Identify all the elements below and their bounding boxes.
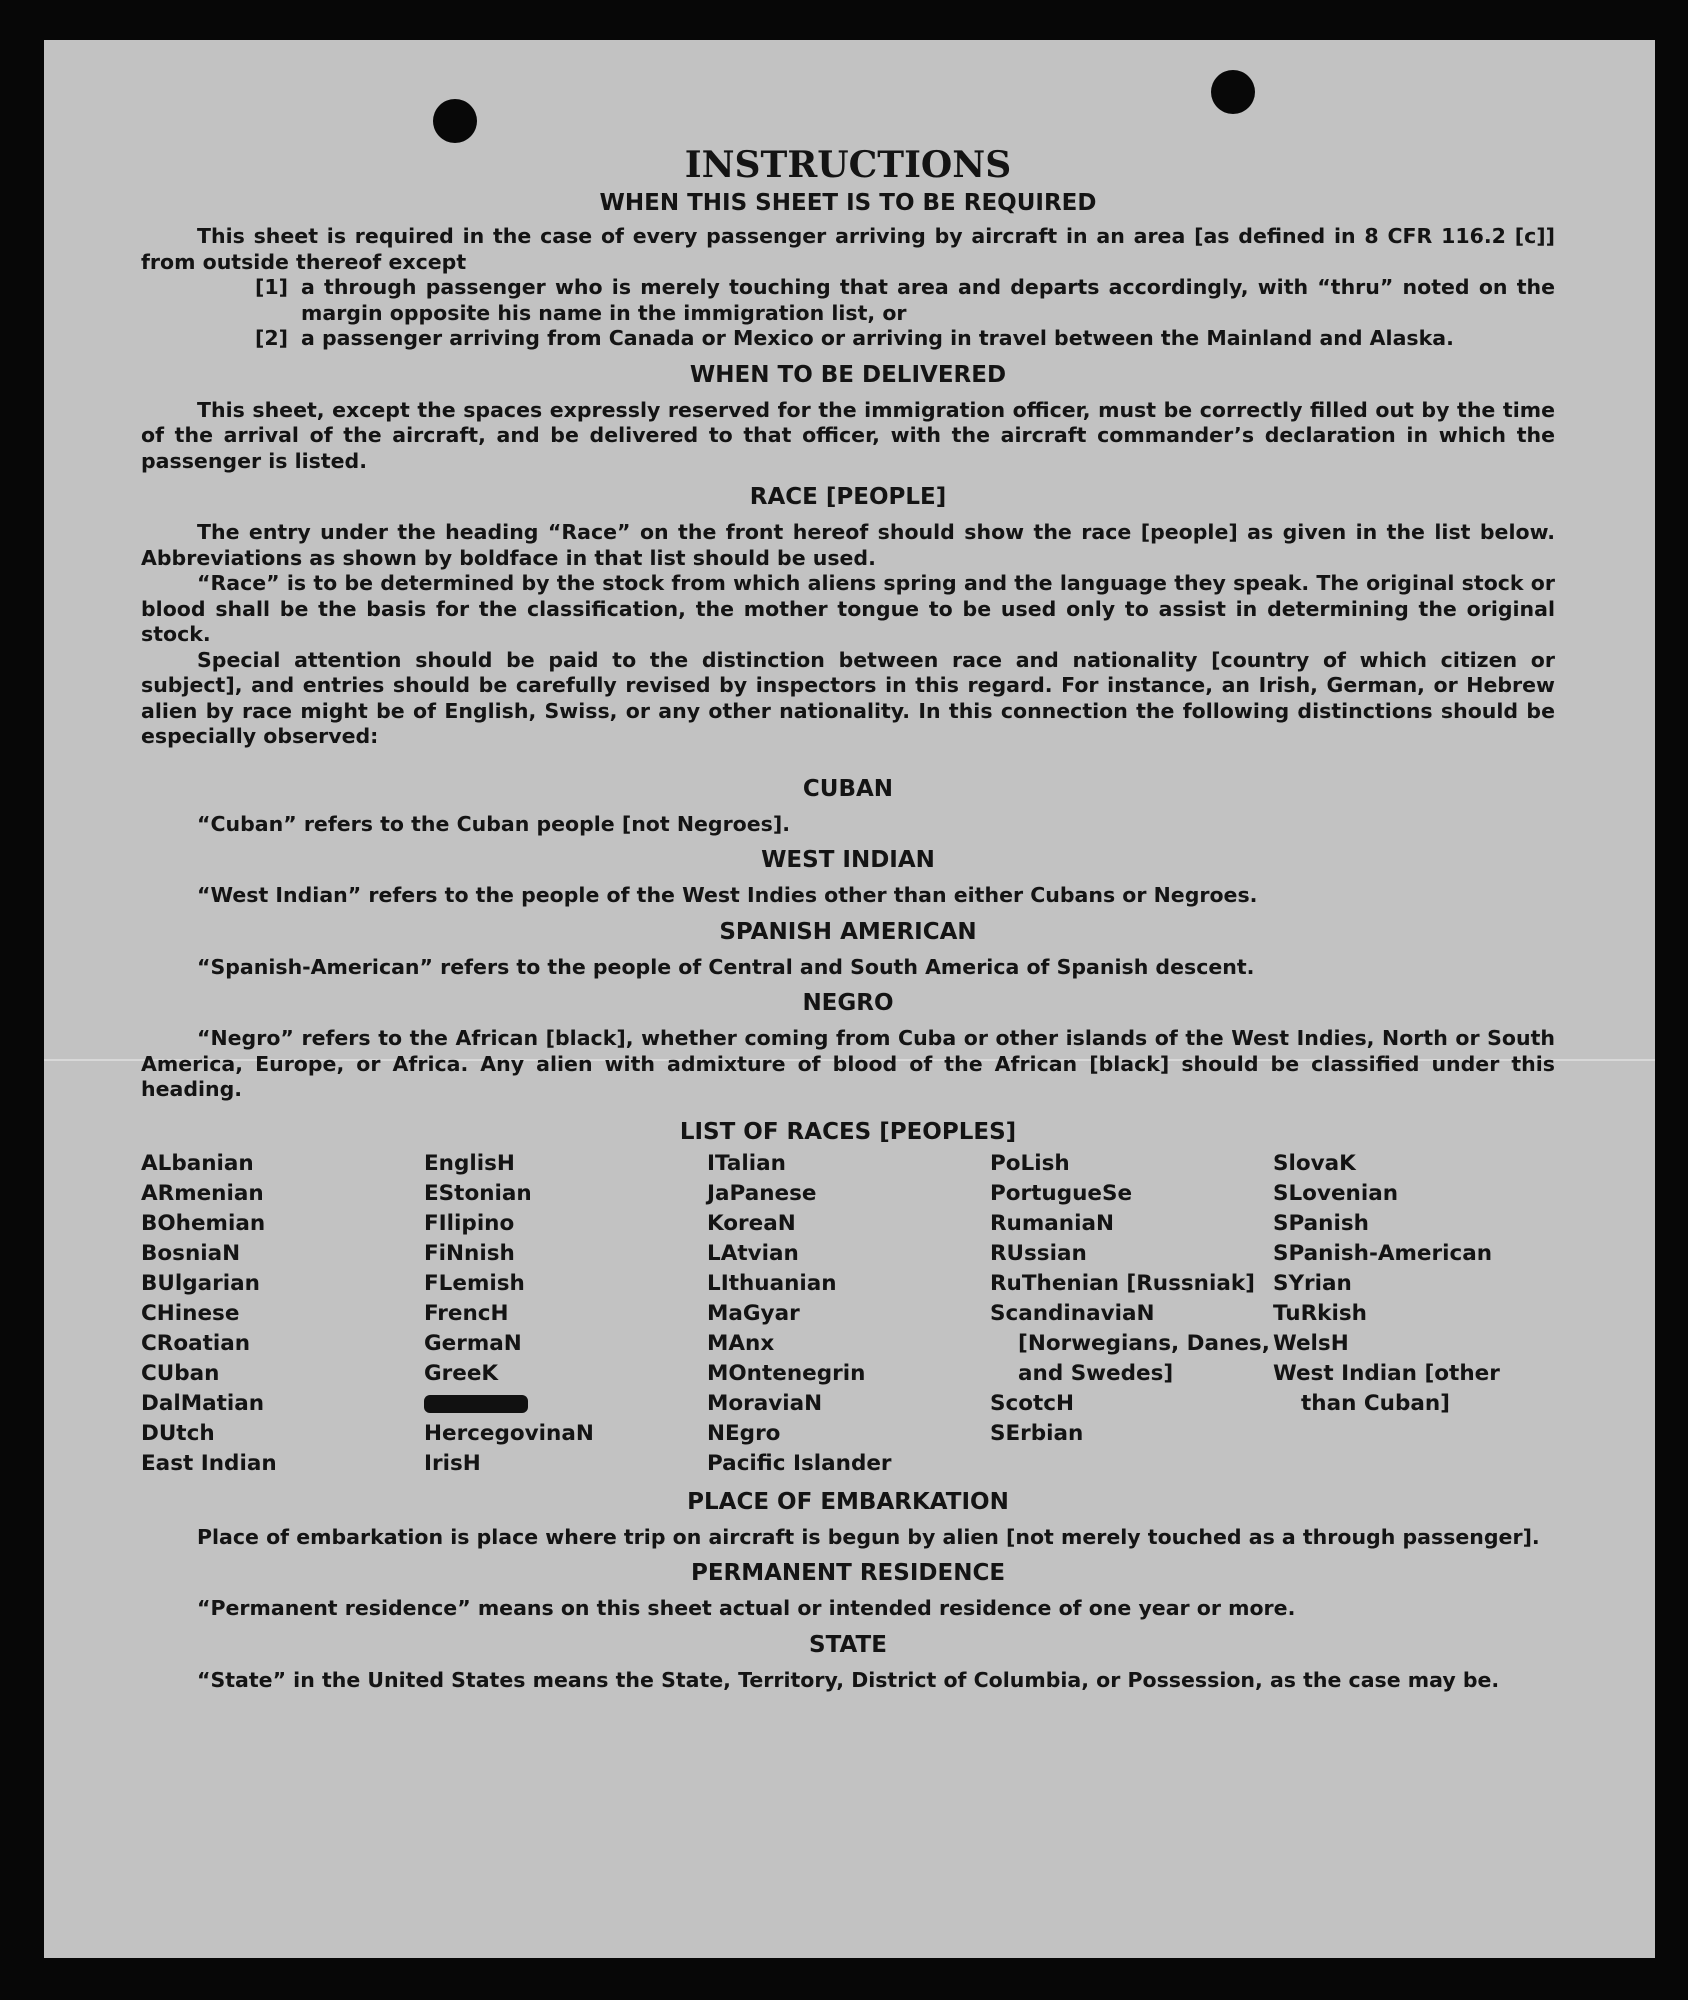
races-heading: LIST OF RACES [PEOPLES] [679, 1118, 1017, 1145]
race-entry: RUssian [990, 1240, 1087, 1266]
list-item [255, 275, 1555, 326]
section-heading: CUBAN [802, 775, 894, 802]
race-entry: SLovenian [1273, 1180, 1399, 1206]
race-entry: SErbian [990, 1420, 1084, 1446]
section-paragraph: Place of embarkation is place where trip on aircraft is begun by alien [not merely touched as a through passenger]. [197, 1524, 1540, 1549]
page-content [141, 142, 1555, 1693]
race-entry: SPanish [1273, 1210, 1369, 1236]
punch-hole [1211, 70, 1255, 114]
list-item-text: a through passenger who is merely touching that area and departs accordingly, with “thru” noted on the margin opposite his name in the immigration list, or [301, 275, 1555, 325]
section-paragraph: “Race” is to be determined by the stock from which aliens spring and the language they speak. The original stock or blood shall be the basis for the classification, the mother tongue to be used only to assist in determining the original stock. [141, 571, 1555, 646]
race-entry: GermaN [424, 1330, 522, 1356]
races-list [141, 1149, 1555, 1479]
section-paragraph: “Negro” refers to the African [black], whether coming from Cuba or other islands of the West Indies, North or South America, Europe, or Africa. Any alien with admixture of blood of the African [black] should be classified under this heading. [141, 1026, 1555, 1101]
race-entry: JaPanese [707, 1180, 817, 1206]
race-entry: MOntenegrin [707, 1360, 866, 1386]
list-item-text: a passenger arriving from Canada or Mexico or arriving in travel between the Mainland and Alaska. [301, 326, 1454, 350]
race-entry: LIthuanian [707, 1270, 837, 1296]
punch-hole [433, 99, 477, 143]
race-entry: HercegovinaN [424, 1420, 594, 1446]
section-heading: RACE [PEOPLE] [749, 484, 947, 510]
section-paragraph: “Permanent residence” means on this sheet actual or intended residence of one year or more. [197, 1596, 1296, 1620]
race-entry: DUtch [141, 1420, 215, 1446]
race-entry: FiNnish [424, 1240, 515, 1266]
document-title: INSTRUCTIONS [684, 144, 1012, 186]
section-heading: SPANISH AMERICAN [719, 918, 977, 945]
section-heading: PERMANENT RESIDENCE [690, 1560, 1006, 1586]
section-paragraph: Special attention should be paid to the distinction between race and nationality [country of which citizen or subject], and entries should be carefully revised by inspectors in this regard. For instance, an Irish, German, or Hebrew alien by race might be of English, Swiss, or any other nationality. In this connection the following distinctions should be especially observed: [141, 647, 1555, 748]
section-heading: WHEN TO BE DELIVERED [689, 361, 1007, 388]
section-paragraph: “State” in the United States means the State, Territory, District of Columbia, or Possession, as the case may be. [197, 1667, 1500, 1692]
race-entry: WelsH [1273, 1330, 1349, 1356]
race-entry: ALbanian [141, 1150, 254, 1176]
race-entry: SPanish-American [1273, 1240, 1493, 1266]
race-entry: ScandinaviaN [Norwegians, Danes, and Swedes] [990, 1300, 1270, 1386]
race-entry: MoraviaN [707, 1390, 823, 1416]
section-paragraph: The entry under the heading “Race” on the front hereof should show the race [people] as given in the list below. Abbreviations as shown by boldface in that list should be used. [141, 520, 1555, 570]
race-entry: LAtvian [707, 1240, 799, 1266]
race-entry: FLemish [424, 1270, 525, 1296]
race-entry: West Indian [other than Cuban] [1273, 1360, 1500, 1416]
race-entry: SYrian [1273, 1270, 1352, 1296]
race-entry: BUlgarian [141, 1270, 260, 1296]
race-entry: KoreaN [707, 1210, 796, 1236]
race-entry: EnglisH [424, 1150, 515, 1176]
race-entry: MAnx [707, 1330, 775, 1356]
race-entry: EStonian [424, 1180, 532, 1206]
list-item-number: [2] [255, 326, 289, 350]
redacted-entry [424, 1389, 707, 1419]
race-entry: ARmenian [141, 1180, 264, 1206]
race-entry: RuThenian [Russniak] [990, 1270, 1255, 1296]
scanned-page [44, 40, 1655, 1958]
race-entry: BOhemian [141, 1210, 266, 1236]
race-entry: MaGyar [707, 1300, 800, 1326]
races-column [707, 1149, 990, 1479]
section-paragraph: This sheet, except the spaces expressly reserved for the immigration officer, must be correctly filled out by the time of the arrival of the aircraft, and be delivered to that officer, with the aircraft commander’s declaration in which the passenger is listed. [141, 397, 1555, 473]
race-entry: TuRkish [1273, 1300, 1367, 1326]
race-entry: FrencH [424, 1300, 509, 1326]
section-heading: WHEN THIS SHEET IS TO BE REQUIRED [599, 190, 1097, 216]
section-paragraph: “West Indian” refers to the people of the West Indies other than either Cubans or Negroes. [197, 883, 1258, 907]
race-entry: East Indian [141, 1450, 277, 1476]
section-heading: PLACE OF EMBARKATION [687, 1488, 1009, 1515]
races-column [424, 1149, 707, 1479]
race-entry: ScotcH [990, 1390, 1075, 1416]
section-heading: STATE [809, 1631, 887, 1658]
race-entry: PoLish [990, 1150, 1070, 1176]
race-entry: BosniaN [141, 1240, 241, 1266]
section-paragraph: This sheet is required in the case of every passenger arriving by aircraft in an area [as defined in 8 CFR 116.2 [c]] from outside thereof except [141, 224, 1555, 274]
race-entry: SlovaK [1273, 1150, 1356, 1176]
section-heading: WEST INDIAN [761, 847, 935, 873]
list-item-number: [1] [255, 275, 289, 299]
race-entry: FIlipino [424, 1210, 515, 1236]
race-entry: GreeK [424, 1360, 499, 1386]
races-column [141, 1149, 424, 1479]
race-entry: PortugueSe [990, 1180, 1133, 1206]
section-paragraph: “Spanish-American” refers to the people of Central and South America of Spanish descent. [197, 954, 1255, 979]
race-entry: Pacific Islander [707, 1450, 892, 1476]
list-item [255, 326, 1555, 352]
race-entry: CUban [141, 1360, 220, 1386]
race-entry: NEgro [707, 1420, 781, 1446]
section-heading: NEGRO [802, 990, 894, 1016]
race-entry: DalMatian [141, 1390, 265, 1416]
race-entry: CHinese [141, 1300, 240, 1326]
race-entry: IrisH [424, 1450, 481, 1476]
race-entry: CRoatian [141, 1330, 251, 1356]
race-entry: ITalian [707, 1150, 786, 1176]
race-entry: RumaniaN [990, 1210, 1114, 1236]
races-column [1273, 1149, 1556, 1479]
races-column [990, 1149, 1273, 1479]
section-paragraph: “Cuban” refers to the Cuban people [not Negroes]. [197, 811, 791, 836]
redaction-mark [424, 1395, 528, 1413]
